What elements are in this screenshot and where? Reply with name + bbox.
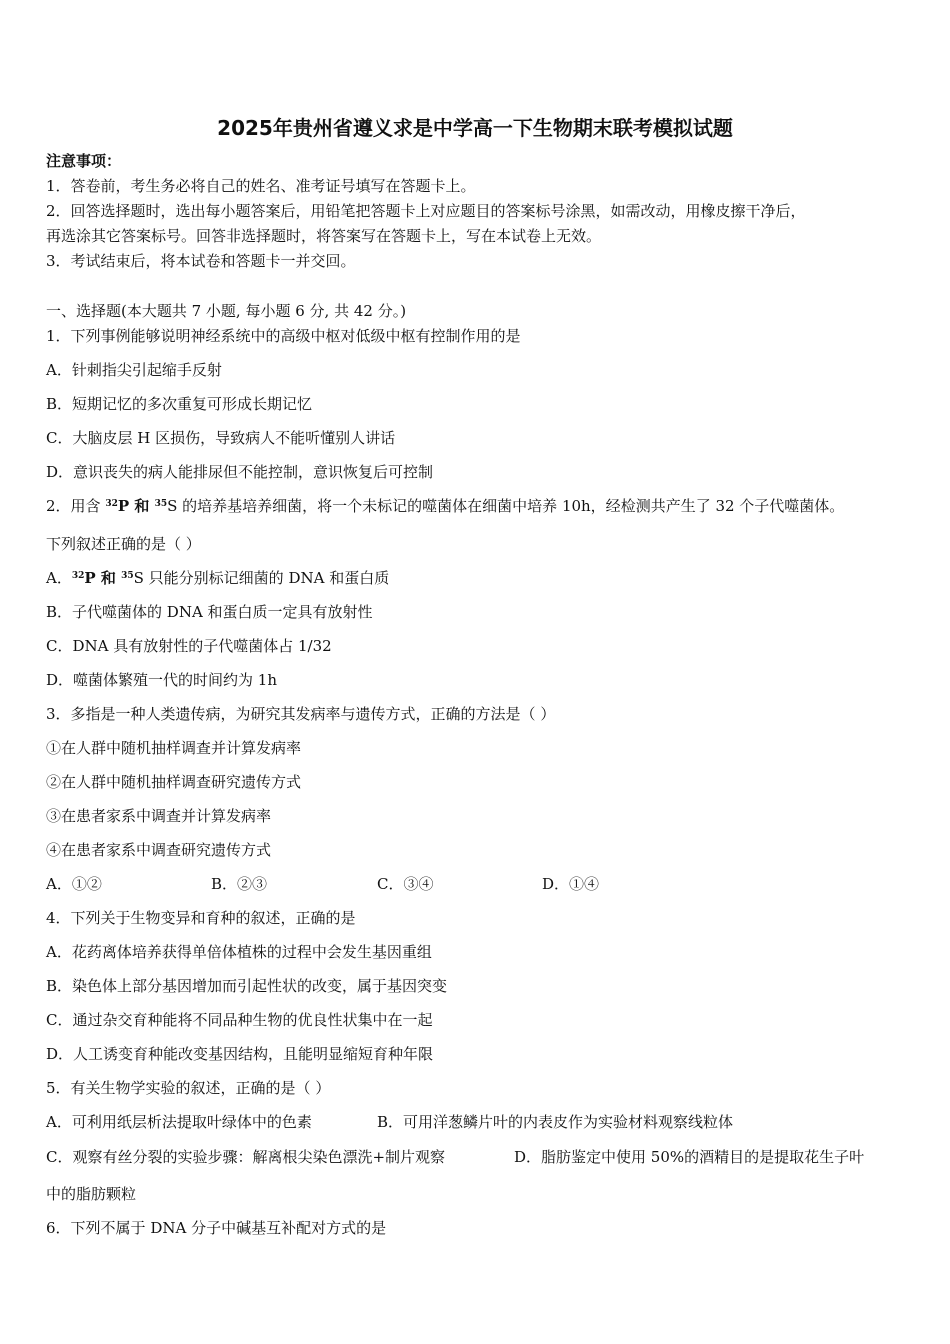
q3-statement-2: ②在人群中随机抽样调查研究遗传方式 bbox=[46, 773, 302, 791]
q3-statement-1: ①在人群中随机抽样调查并计算发病率 bbox=[46, 739, 302, 757]
q3-option-c: C．③④ bbox=[377, 875, 434, 893]
q3-options-row bbox=[46, 874, 599, 894]
isotope-mass-p: 32 bbox=[71, 571, 85, 581]
q1-option-a: A．针刺指尖引起缩手反射 bbox=[46, 361, 222, 379]
option-text: S 只能分别标记细菌的 DNA 和蛋白质 bbox=[133, 569, 390, 587]
question-stem-part: 用含 bbox=[70, 497, 106, 515]
q4-option-b: B．染色体上部分基因增加而引起性状的改变，属于基因突变 bbox=[46, 977, 448, 995]
isotope-mass-s: 35 bbox=[154, 499, 168, 509]
exam-title: 2025年贵州省遵义求是中学高一下生物期末联考模拟试题 bbox=[217, 116, 733, 140]
q5-options-row-2 bbox=[46, 1147, 864, 1167]
question-6 bbox=[46, 1218, 386, 1238]
question-stem: 有关生物学实验的叙述，正确的是（ ） bbox=[70, 1079, 331, 1097]
q2-option-a bbox=[46, 568, 389, 588]
question-number: 4． bbox=[46, 909, 71, 927]
q3-option-a: A．①② bbox=[46, 875, 102, 893]
question-2-stem-cont: 下列叙述正确的是（ ） bbox=[46, 535, 201, 553]
q5-option-b: B．可用洋葱鳞片叶的内表皮作为实验材料观察线粒体 bbox=[377, 1113, 734, 1131]
question-stem-part: P 和 bbox=[117, 497, 155, 515]
q4-option-c: C．通过杂交育种能将不同品种生物的优良性状集中在一起 bbox=[46, 1011, 433, 1029]
question-number: 5． bbox=[46, 1079, 71, 1097]
notice-item: 3．考试结束后，将本试卷和答题卡一并交回。 bbox=[46, 252, 356, 270]
question-3 bbox=[46, 704, 555, 724]
notice-heading: 注意事项： bbox=[46, 152, 122, 170]
q5-options-row-1 bbox=[46, 1112, 733, 1132]
question-4 bbox=[46, 908, 356, 928]
q5-option-d-cont: 中的脂肪颗粒 bbox=[46, 1185, 137, 1203]
question-stem-part: S 的培养基培养细菌，将一个未标记的噬菌体在细菌中培养 10h，经检测共产生了 32 个子代噬菌体。 bbox=[167, 497, 845, 515]
q4-option-a: A．花药离体培养获得单倍体植株的过程中会发生基因重组 bbox=[46, 943, 432, 961]
isotope-mass-s: 35 bbox=[121, 571, 134, 581]
question-stem: 下列不属于 DNA 分子中碱基互补配对方式的是 bbox=[70, 1219, 387, 1237]
notice-item: 再选涂其它答案标号。回答非选择题时，将答案写在答题卡上，写在本试卷上无效。 bbox=[46, 227, 602, 245]
section-heading: 一、选择题(本大题共 7 小题, 每小题 6 分, 共 42 分。) bbox=[46, 302, 407, 320]
option-text: P 和 bbox=[84, 569, 122, 587]
question-number: 3． bbox=[46, 705, 71, 723]
question-2 bbox=[46, 496, 844, 516]
question-stem: 下列事例能够说明神经系统中的高级中枢对低级中枢有控制作用的是 bbox=[70, 327, 521, 345]
q3-option-b: B．②③ bbox=[211, 875, 268, 893]
question-stem: 下列关于生物变异和育种的叙述，正确的是 bbox=[70, 909, 356, 927]
question-number: 6． bbox=[46, 1219, 71, 1237]
q1-option-d: D．意识丧失的病人能排尿但不能控制，意识恢复后可控制 bbox=[46, 463, 434, 481]
q5-option-d: D．脂肪鉴定中使用 50%的酒精目的是提取花生子叶 bbox=[514, 1148, 865, 1166]
q5-option-a: A．可利用纸层析法提取叶绿体中的色素 bbox=[46, 1113, 312, 1131]
q3-option-d: D．①④ bbox=[542, 875, 600, 893]
notice-item: 1．答卷前，考生务必将自己的姓名、准考证号填写在答题卡上。 bbox=[46, 177, 476, 195]
notice-item: 2．回答选择题时，选出每小题答案后，用铅笔把答题卡上对应题目的答案标号涂黑，如需改动，用橡皮擦干净后， bbox=[46, 202, 806, 220]
q3-statement-3: ③在患者家系中调查并计算发病率 bbox=[46, 807, 272, 825]
option-label: A． bbox=[46, 569, 72, 587]
question-number: 1． bbox=[46, 327, 71, 345]
question-5 bbox=[46, 1078, 330, 1098]
question-1 bbox=[46, 326, 521, 346]
question-number: 2． bbox=[46, 497, 71, 515]
q1-option-c: C．大脑皮层 H 区损伤，导致病人不能听懂别人讲话 bbox=[46, 429, 396, 447]
isotope-mass-p: 32 bbox=[105, 499, 118, 509]
q2-option-c: C．DNA 具有放射性的子代噬菌体占 1/32 bbox=[46, 637, 332, 655]
q3-statement-4: ④在患者家系中调查研究遗传方式 bbox=[46, 841, 272, 859]
q5-option-c: C．观察有丝分裂的实验步骤：解离根尖染色漂洗+制片观察 bbox=[46, 1148, 446, 1166]
q2-option-b: B．子代噬菌体的 DNA 和蛋白质一定具有放射性 bbox=[46, 603, 373, 621]
question-stem: 多指是一种人类遗传病，为研究其发病率与遗传方式，正确的方法是（ ） bbox=[70, 705, 556, 723]
q2-option-d: D．噬菌体繁殖一代的时间约为 1h bbox=[46, 671, 277, 689]
q1-option-b: B．短期记忆的多次重复可形成长期记忆 bbox=[46, 395, 313, 413]
q4-option-d: D．人工诱变育种能改变基因结构，且能明显缩短育种年限 bbox=[46, 1045, 434, 1063]
